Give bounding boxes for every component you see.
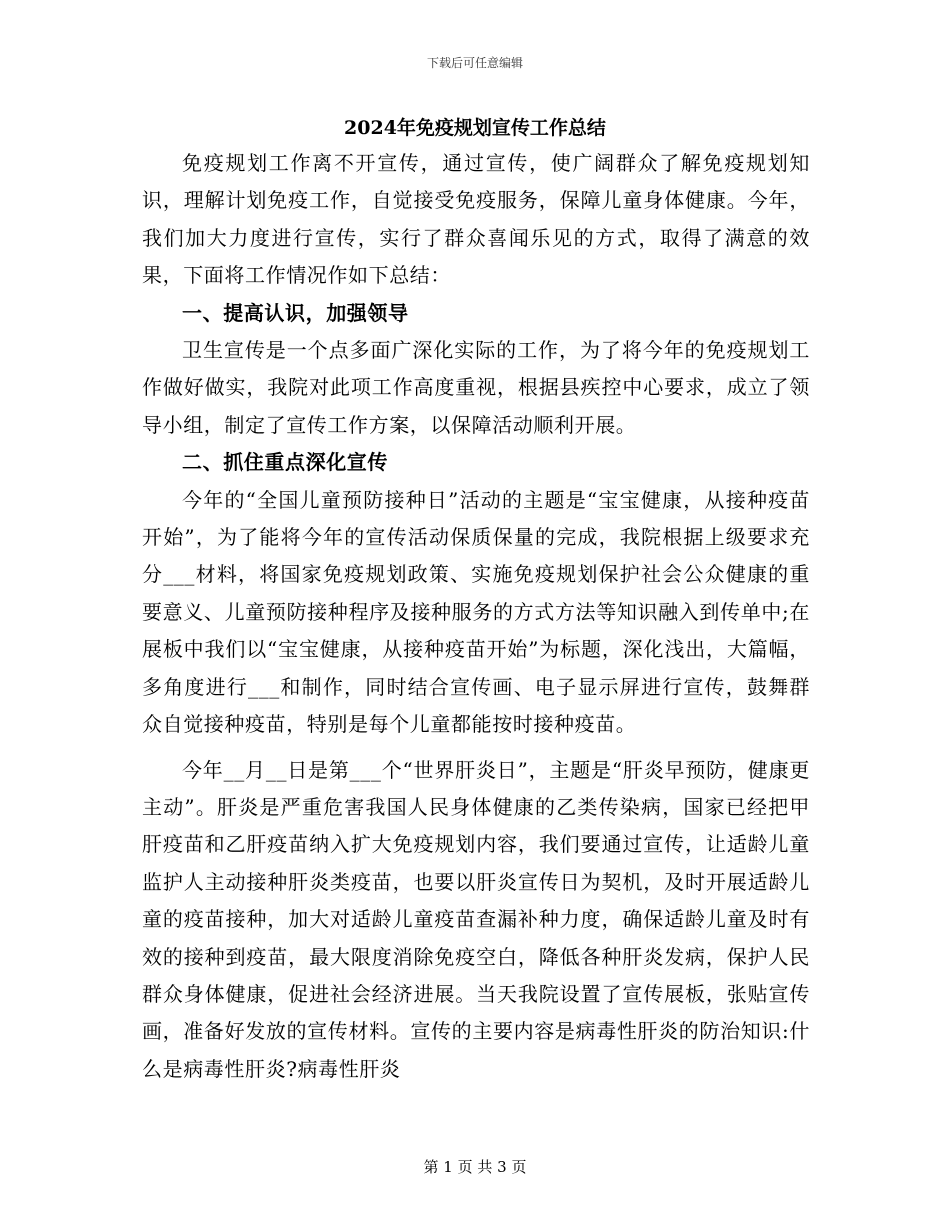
section-2-paragraph-2: 今年__月__日是第___个“世界肝炎日”，主题是“肝炎早预防，健康更主动”。肝炎是严重危害我国人民身体健康的乙类传染病，国家已经把甲肝疫苗和乙肝疫苗纳入扩大免疫规划内容，我们要通过宣传，让适龄儿童监护人主动接种肝炎类疫苗，也要以肝炎宣传日为契机，及时开展适龄儿童的疫苗接种，加大对适龄儿童疫苗查漏补种力度，确保适龄儿童及时有效的接种到疫苗，最大限度消除免疫空白，降低各种肝炎发病，保护人民群众身体健康，促进社会经济进展。当天我院设置了宣传展板，张贴宣传画，准备好发放的宣传材料。宣传的主要内容是病毒性肝炎的防治知识:什么是病毒性肝炎?病毒性肝炎 — [142, 757, 810, 1081]
document-body — [142, 145, 810, 1088]
section-1-heading: 一、提高认识，加强领导 — [182, 300, 409, 325]
document-title: 2024年免疫规划宣传工作总结 — [344, 117, 606, 139]
section-1-paragraph: 卫生宣传是一个点多面广深化实际的工作，为了将今年的免疫规划工作做好做实，我院对此项工作高度重视，根据县疾控中心要求，成立了领导小组，制定了宣传工作方案，以保障活动顺利开展。 — [142, 338, 810, 437]
section-2-paragraph-1: 今年的“全国儿童预防接种日”活动的主题是“宝宝健康，从接种疫苗开始”，为了能将今年的宣传活动保质保量的完成，我院根据上级要求充分___材料，将国家免疫规划政策、实施免疫规划保护社会公众健康的重要意义、儿童预防接种程序及接种服务的方式方法等知识融入到传单中;在展板中我们以“宝宝健康，从接种疫苗开始”为标题，深化浅出，大篇幅，多角度进行___和制作，同时结合宣传画、电子显示屏进行宣传，鼓舞群众自觉接种疫苗，特别是每个儿童都能按时接种疫苗。 — [142, 487, 810, 737]
section-2-heading: 二、抓住重点深化宣传 — [182, 450, 388, 475]
intro-paragraph: 免疫规划工作离不开宣传，通过宣传，使广阔群众了解免疫规划知识，理解计划免疫工作，自觉接受免疫服务，保障儿童身体健康。今年，我们加大力度进行宣传，实行了群众喜闻乐见的方式，取得了满意的效果，下面将工作情况作如下总结： — [142, 151, 810, 288]
header-note: 下载后可任意编辑 — [426, 56, 523, 70]
page-number: 第 1 页 共 3 页 — [423, 1158, 527, 1176]
